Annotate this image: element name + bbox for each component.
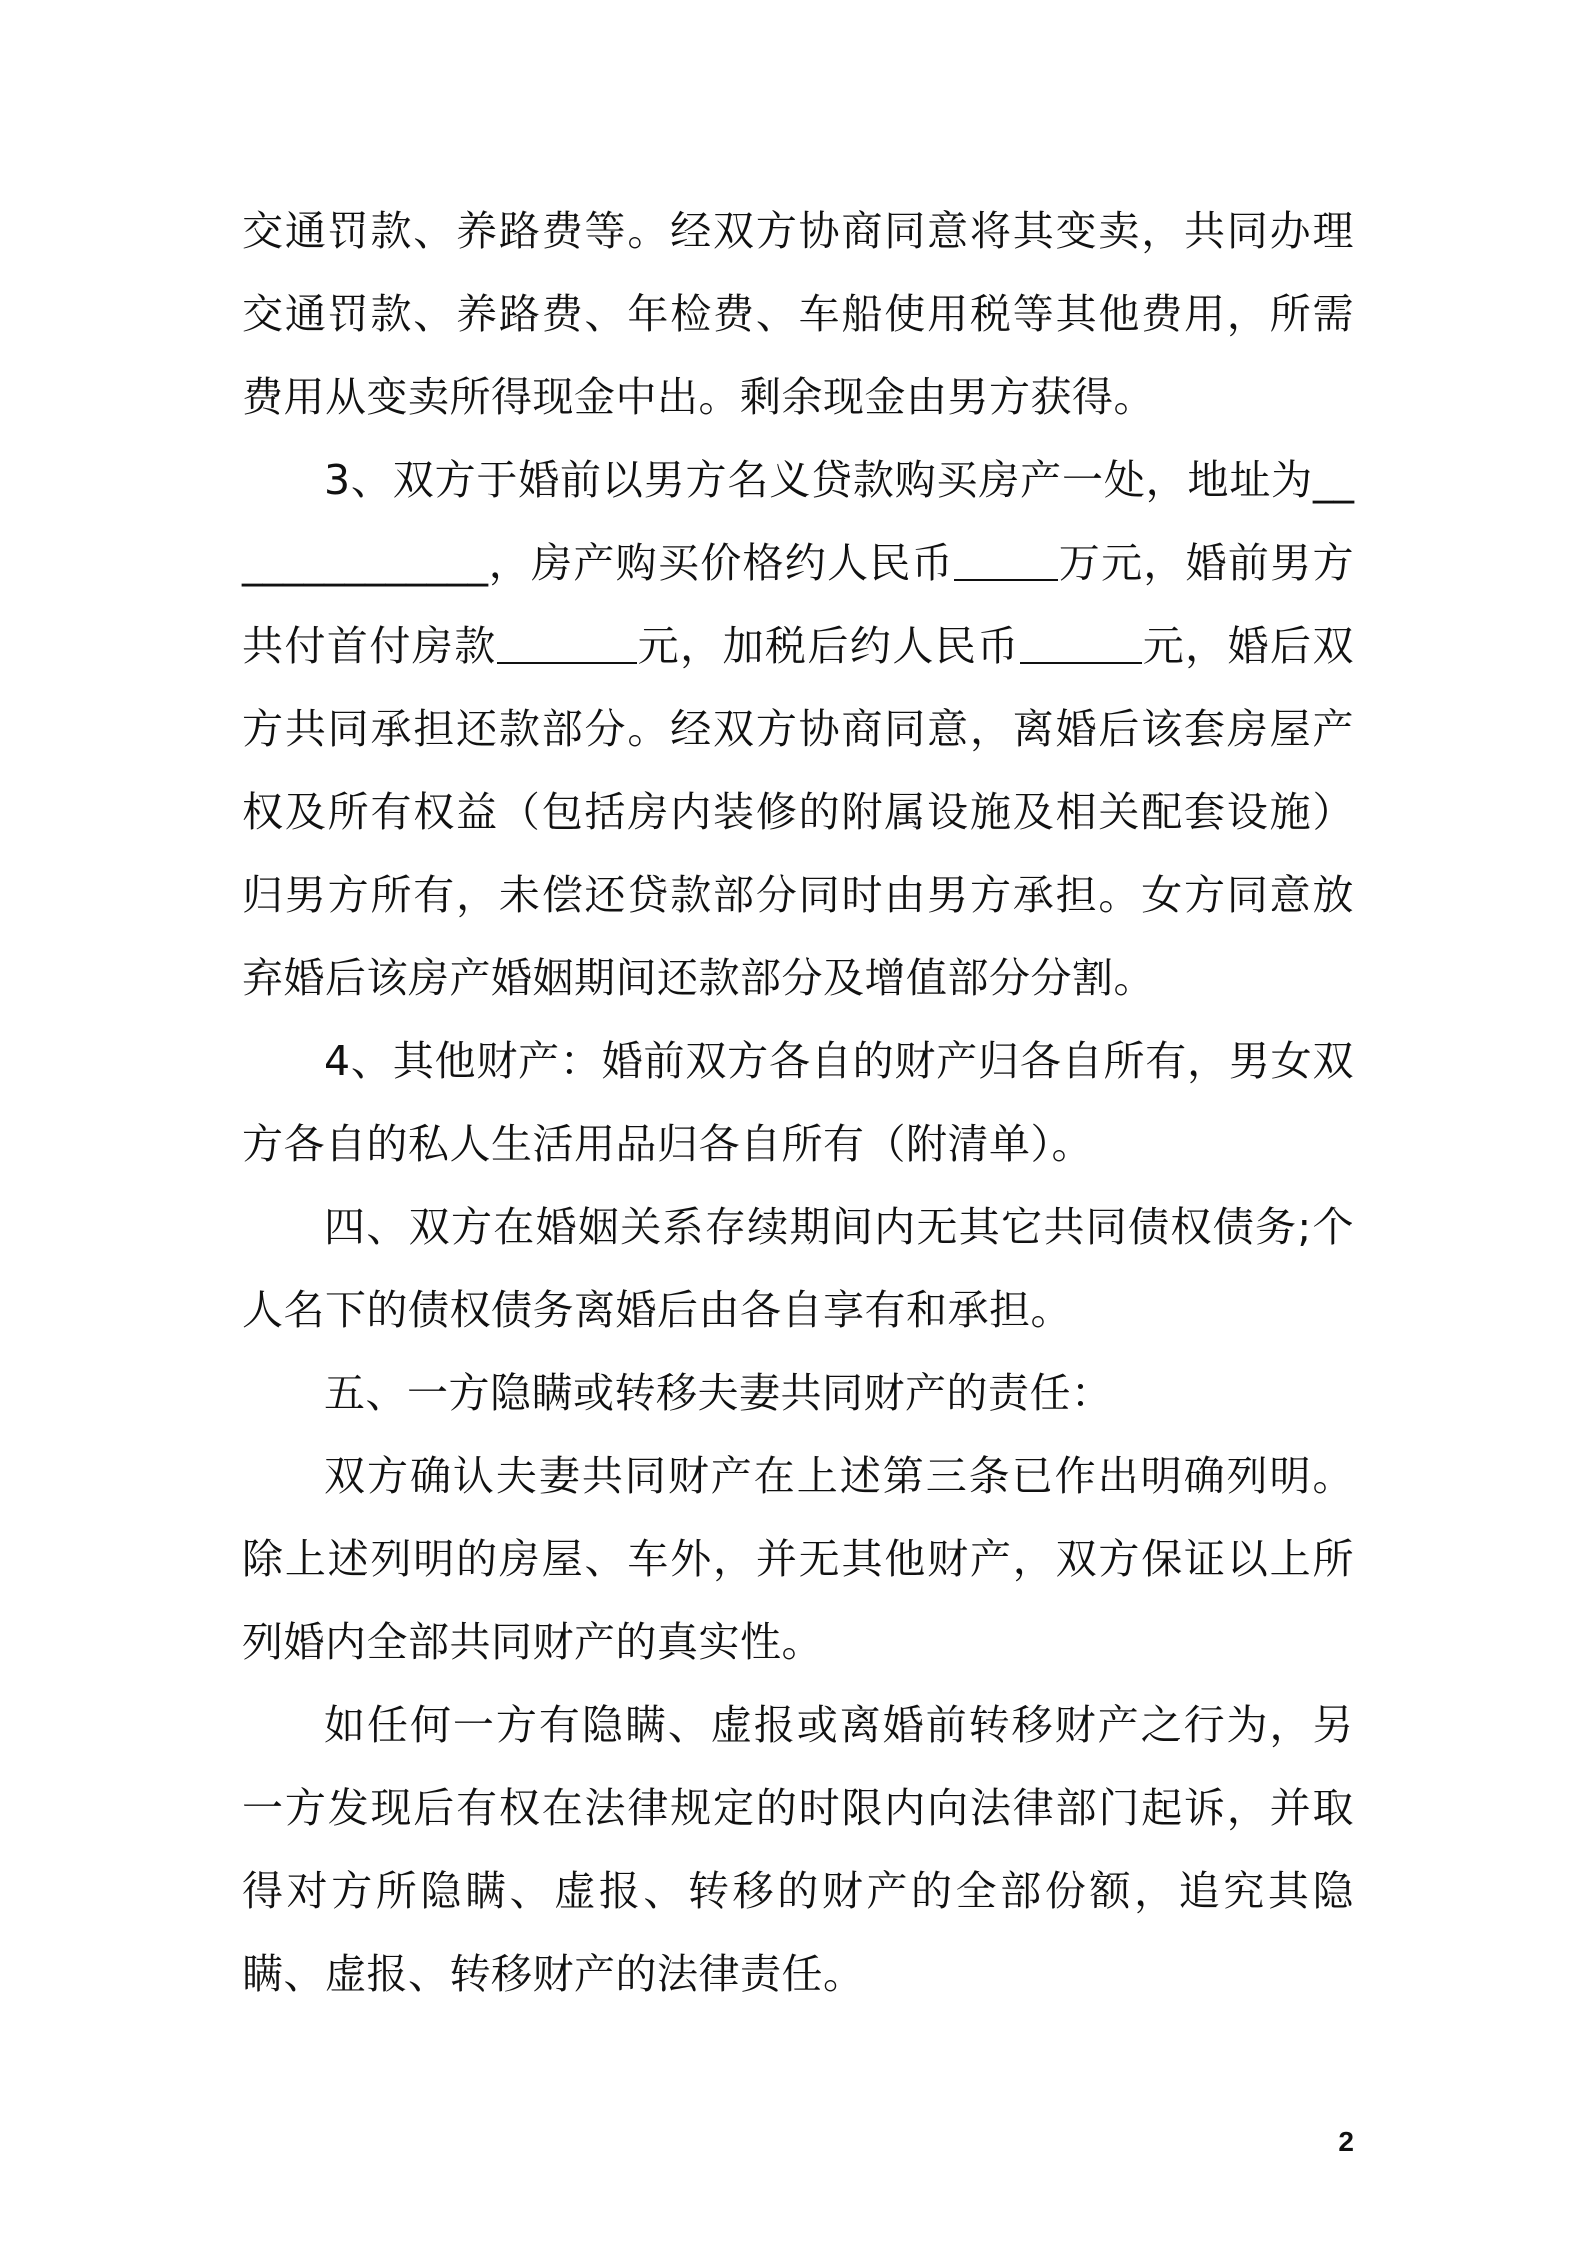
tax-price-blank [1020,620,1142,664]
paragraph-concealment-heading: 五、一方隐瞒或转移夫妻共同财产的责任： [324,1369,1113,1417]
down-payment-blank [497,620,637,664]
document-body [242,190,1354,2016]
paragraph-house-clause [242,439,1354,1020]
paragraph-vehicle-continued: 交通罚款、养路费等。经双方协商同意将其变卖，共同办理交通罚款、养路费、年检费、车船使用税等其他费用，所需费用从变卖所得现金中出。剩余现金由男方获得。 [242,207,1354,421]
price-blank [954,537,1058,581]
house-clause-text-c: 万元，婚前男方共付首付房款 [242,539,1355,670]
house-clause-text-b: ，房产购买价格约人民币 [488,539,954,587]
house-clause-text-d: 元，加税后约人民币 [636,622,1020,670]
house-clause-text-e: 元，婚后双方共同承担还款部分。经双方协商同意，离婚后该套房屋产权及所有权益（包括房内装修的附属设施及相关配套设施）归男方所有，未偿还贷款部分同时由男方承担。女方同意放弃婚后该房产婚姻期间还款部分及增值部分分割。 [242,622,1355,1002]
address-blank: ______________ [242,456,1354,587]
house-clause-text-a: 3、双方于婚前以男方名义贷款购买房产一处，地址为 [324,456,1313,504]
paragraph-concealment-liability: 如任何一方有隐瞒、虚报或离婚前转移财产之行为，另一方发现后有权在法律规定的时限内向法律部门起诉，并取得对方所隐瞒、虚报、转移的财产的全部份额，追究其隐瞒、虚报、转移财产的法律责任。 [242,1701,1354,1998]
paragraph-debts: 四、双方在婚姻关系存续期间内无其它共同债权债务;个人名下的债权债务离婚后由各自享有和承担。 [242,1203,1354,1334]
page-number: 2 [1338,2126,1354,2157]
paragraph-other-property: 4、其他财产：婚前双方各自的财产归各自所有，男女双方各自的私人生活用品归各自所有（附清单）。 [242,1037,1354,1168]
paragraph-property-confirmation: 双方确认夫妻共同财产在上述第三条已作出明确列明。除上述列明的房屋、车外，并无其他财产，双方保证以上所列婚内全部共同财产的真实性。 [242,1452,1354,1666]
